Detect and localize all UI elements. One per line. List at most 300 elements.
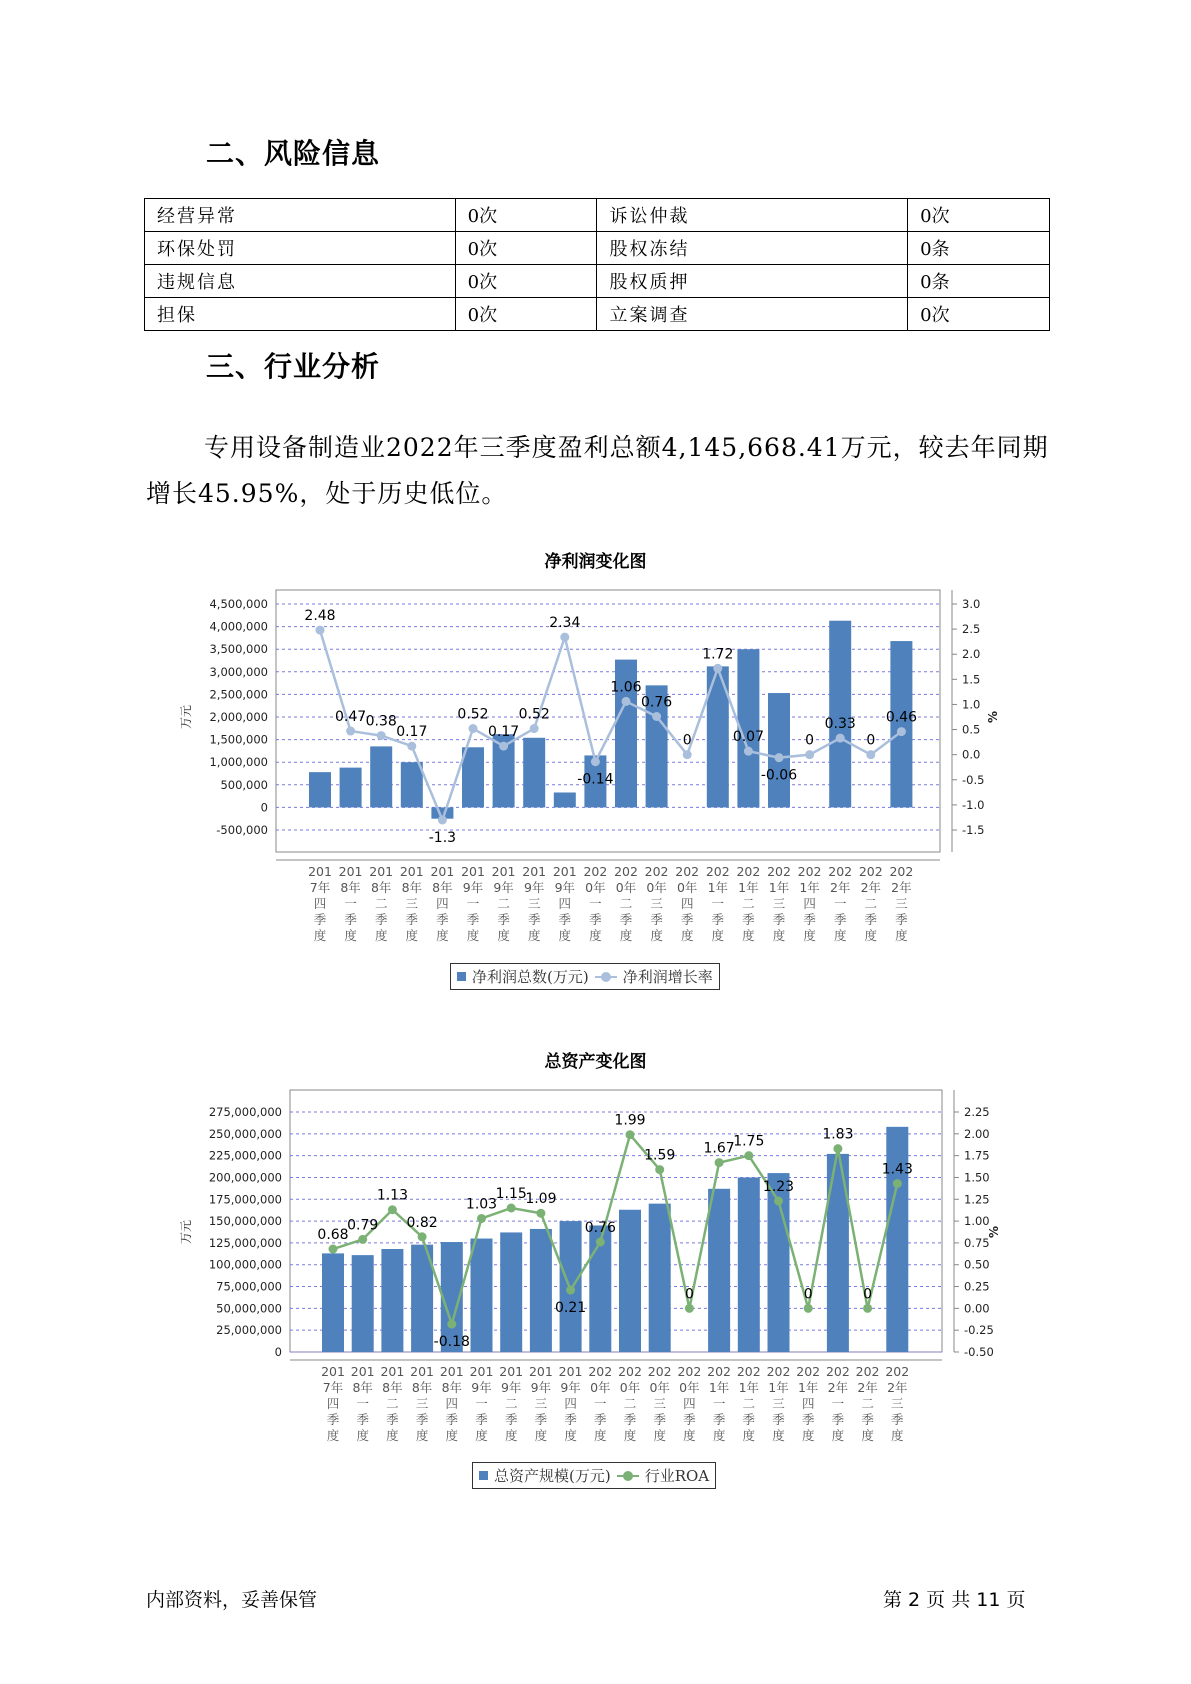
x-tick-label: 四 [436, 896, 449, 911]
y-tick-label: 150,000,000 [208, 1214, 282, 1229]
data-label: 1.75 [733, 1133, 765, 1150]
x-tick-label: 202 [796, 1364, 821, 1379]
x-tick-label: 二 [504, 1396, 518, 1411]
x-tick-label: 季 [711, 912, 725, 927]
line-point [358, 1235, 367, 1244]
x-tick-label: 201 [430, 864, 455, 879]
x-tick-label: 一 [344, 896, 357, 911]
data-label: 0.21 [555, 1300, 587, 1317]
line-point [713, 664, 722, 673]
x-tick-label: 一 [356, 1396, 369, 1411]
x-tick-label: 度 [772, 928, 786, 943]
x-tick-label: 季 [772, 912, 786, 927]
x-tick-label: 三 [650, 896, 663, 911]
risk-item-value: 0次 [908, 298, 1050, 331]
x-tick-label: 季 [623, 1412, 637, 1427]
x-tick-label: 一 [589, 896, 602, 911]
x-tick-label: 0年 [585, 880, 606, 895]
bar [768, 693, 790, 807]
x-tick-label: 度 [801, 1428, 815, 1443]
x-tick-label: 季 [803, 912, 816, 927]
x-tick-label: 度 [405, 928, 419, 943]
y2-tick-label: 1.25 [964, 1192, 990, 1207]
x-tick-label: 季 [534, 1412, 548, 1427]
x-tick-label: 0年 [649, 1380, 670, 1395]
line-point [893, 1179, 902, 1188]
y-tick-label: 3,500,000 [209, 642, 268, 657]
y-tick-label: 200,000,000 [208, 1170, 282, 1185]
x-tick-label: 度 [623, 1428, 637, 1443]
x-tick-label: 四 [313, 896, 327, 911]
risk-item-label: 担保 [145, 298, 456, 331]
data-label: -0.18 [433, 1334, 470, 1351]
line-point [507, 1204, 516, 1213]
x-tick-label: 202 [644, 864, 669, 879]
risk-item-label: 违规信息 [145, 265, 456, 298]
y2-tick-label: 1.00 [964, 1214, 990, 1229]
x-tick-label: 度 [415, 1428, 429, 1443]
line-point [388, 1205, 397, 1214]
x-tick-label: 1年 [708, 1380, 730, 1395]
x-tick-label: 201 [350, 1364, 375, 1379]
x-tick-label: 季 [772, 1412, 785, 1427]
line-point [655, 1165, 664, 1174]
x-tick-label: 一 [594, 1396, 607, 1411]
data-label: 1.59 [644, 1147, 676, 1164]
industry-paragraph: 专用设备制造业2022年三季度盈利总额4,145,668.41万元，较去年同期增长45.95%，处于历史低位。 [146, 433, 1049, 508]
x-tick-label: 季 [619, 912, 633, 927]
line-point [622, 697, 631, 706]
x-tick-label: 201 [552, 864, 577, 879]
line-point [744, 1151, 753, 1160]
bar [381, 1249, 403, 1352]
y2-tick-label: 0.25 [964, 1279, 990, 1294]
data-label: 1.23 [762, 1179, 795, 1196]
x-tick-label: 二 [742, 1396, 756, 1411]
line-point [438, 815, 447, 824]
x-tick-label: 季 [650, 912, 663, 927]
x-tick-label: 度 [386, 1428, 399, 1443]
y-tick-label: 0 [274, 1345, 282, 1359]
bar [738, 1177, 760, 1352]
x-tick-label: 201 [380, 1364, 405, 1379]
line-point [626, 1130, 635, 1139]
x-tick-label: 三 [415, 1396, 429, 1411]
x-tick-label: 四 [803, 896, 816, 911]
x-tick-label: 8年 [382, 1380, 403, 1395]
x-tick-label: 201 [469, 1364, 494, 1379]
y-tick-label: 275,000,000 [208, 1105, 282, 1119]
y-tick-label: 75,000,000 [216, 1279, 282, 1294]
y-tick-label: 500,000 [220, 777, 268, 792]
x-tick-label: 季 [356, 1412, 369, 1427]
x-tick-label: 一 [831, 1396, 845, 1411]
risk-item-label: 股权冻结 [597, 232, 908, 265]
legend-bar-swatch [457, 972, 466, 981]
bar [340, 768, 362, 808]
line-point [346, 727, 355, 736]
y-tick-label: 250,000,000 [208, 1126, 282, 1141]
x-tick-label: 季 [833, 912, 847, 927]
x-tick-label: 202 [797, 864, 822, 879]
line-point [715, 1158, 724, 1167]
legend-line-swatch [617, 1471, 639, 1481]
x-tick-label: 201 [558, 1364, 583, 1379]
x-tick-label: 0年 [590, 1380, 611, 1395]
x-tick-label: 202 [766, 1364, 791, 1379]
x-tick-label: 二 [623, 1396, 637, 1411]
x-tick-label: 度 [564, 1428, 577, 1443]
x-tick-label: 8年 [432, 880, 453, 895]
x-tick-label: 202 [677, 1364, 702, 1379]
x-tick-label: 三 [895, 896, 908, 911]
x-tick-label: 202 [855, 1364, 880, 1379]
x-tick-label: 201 [369, 864, 394, 879]
section-industry-title: 三、行业分析 [206, 350, 381, 383]
x-tick-label: 0年 [676, 880, 698, 895]
x-tick-label: 四 [564, 1396, 577, 1411]
x-tick-label: 201 [491, 864, 516, 879]
line-point [499, 742, 508, 751]
y2-tick-label: -0.25 [964, 1323, 994, 1338]
y2-tick-label: -1.0 [962, 797, 985, 812]
x-tick-label: 三 [534, 1396, 548, 1411]
risk-table-row [145, 232, 1050, 265]
x-tick-label: 度 [712, 1428, 726, 1443]
x-tick-label: 9年 [523, 880, 545, 895]
x-tick-label: 季 [680, 912, 694, 927]
x-tick-label: 四 [558, 896, 572, 911]
y-tick-label: 0 [260, 800, 268, 815]
line-point [377, 731, 386, 740]
x-tick-label: 202 [858, 864, 883, 879]
risk-item-value: 0次 [455, 199, 597, 232]
x-tick-label: 9年 [500, 1380, 522, 1395]
x-tick-label: 202 [707, 1364, 732, 1379]
x-tick-label: 度 [374, 928, 388, 943]
risk-item-value: 0次 [908, 199, 1050, 232]
risk-item-label: 经营异常 [145, 199, 456, 232]
x-tick-label: 2年 [860, 880, 882, 895]
x-tick-label: 8年 [352, 1380, 373, 1395]
data-label: 0.76 [584, 1220, 616, 1237]
x-tick-label: 一 [475, 1396, 488, 1411]
x-tick-label: 度 [833, 928, 847, 943]
x-tick-label: 季 [313, 912, 327, 927]
x-tick-label: 度 [891, 1428, 904, 1443]
x-tick-label: 2年 [891, 880, 912, 895]
bar [523, 738, 545, 808]
risk-item-value: 0条 [908, 232, 1050, 265]
line-point [866, 750, 875, 759]
y2-tick-label: 2.25 [964, 1105, 990, 1119]
x-tick-label: 季 [374, 912, 388, 927]
x-tick-label: 度 [436, 928, 449, 943]
y-tick-label: 50,000,000 [216, 1301, 282, 1316]
x-tick-label: 202 [647, 1364, 672, 1379]
data-label: -1.3 [428, 829, 457, 846]
y2-tick-label: 2.00 [964, 1126, 990, 1141]
x-tick-label: 2年 [829, 880, 851, 895]
data-label: 1.15 [495, 1186, 527, 1202]
x-tick-label: 度 [772, 1428, 785, 1443]
x-tick-label: 季 [589, 912, 602, 927]
x-tick-label: 1年 [707, 880, 729, 895]
y-tick-label: 1,000,000 [209, 755, 268, 770]
x-tick-label: 1年 [768, 880, 790, 895]
data-label: 2.34 [549, 615, 581, 632]
data-label: 0.07 [732, 729, 764, 746]
x-tick-label: 度 [895, 928, 908, 943]
data-label: 0 [803, 1286, 813, 1303]
x-tick-label: 季 [326, 1412, 340, 1427]
x-tick-label: 1年 [797, 1380, 819, 1395]
data-label: 1.43 [881, 1161, 913, 1178]
risk-item-value: 0次 [455, 232, 597, 265]
x-tick-label: 二 [864, 896, 878, 911]
x-tick-label: 8年 [411, 1380, 433, 1395]
x-tick-label: 2年 [857, 1380, 878, 1395]
data-label: 0.68 [317, 1227, 349, 1244]
x-tick-label: 一 [711, 896, 725, 911]
y2-axis-title: % [987, 1225, 1001, 1239]
y2-tick-label: 0.5 [962, 722, 981, 737]
x-tick-label: 度 [589, 928, 602, 943]
x-tick-label: 201 [321, 1364, 345, 1379]
x-tick-label: 202 [736, 1364, 761, 1379]
data-label: -0.06 [760, 767, 798, 784]
legend-line-label: 行业ROA [644, 1467, 710, 1485]
x-tick-label: 1年 [738, 1380, 760, 1395]
x-tick-label: 度 [864, 928, 878, 943]
x-tick-label: 201 [439, 1364, 464, 1379]
risk-item-value: 0次 [455, 298, 597, 331]
line-point [566, 1286, 575, 1295]
x-tick-label: 季 [445, 1412, 459, 1427]
x-tick-label: 季 [527, 912, 541, 927]
y2-tick-label: 0.50 [964, 1257, 990, 1272]
data-label: 0 [866, 732, 876, 749]
x-tick-label: 9年 [462, 880, 484, 895]
chart2-title: 总资产变化图 [544, 1052, 647, 1072]
line-point [805, 750, 814, 759]
x-tick-label: 202 [885, 1364, 910, 1379]
x-tick-label: 季 [504, 1412, 518, 1427]
x-tick-label: 201 [499, 1364, 524, 1379]
x-tick-label: 四 [680, 896, 694, 911]
risk-item-label: 环保处罚 [145, 232, 456, 265]
risk-item-label: 诉讼仲裁 [597, 199, 908, 232]
x-tick-label: 季 [415, 1412, 429, 1427]
data-label: 0 [684, 1286, 694, 1303]
risk-table-row [145, 265, 1050, 298]
x-tick-label: 度 [861, 1428, 874, 1443]
bar [401, 762, 423, 807]
x-tick-label: 201 [338, 864, 363, 879]
x-tick-label: 202 [889, 864, 914, 879]
x-tick-label: 0年 [619, 1380, 641, 1395]
x-tick-label: 201 [522, 864, 547, 879]
data-label: 1.13 [376, 1187, 408, 1204]
x-tick-label: 201 [308, 864, 332, 879]
legend-bar-label: 总资产规模(万元) [494, 1467, 611, 1485]
x-tick-label: 9年 [493, 880, 514, 895]
x-tick-label: 9年 [471, 1380, 492, 1395]
y2-tick-label: 2.5 [962, 622, 981, 637]
data-label: 0 [805, 732, 815, 749]
data-label: 0.17 [488, 724, 520, 741]
bar [554, 792, 576, 807]
x-tick-label: 季 [344, 912, 357, 927]
x-tick-label: 0年 [615, 880, 637, 895]
x-tick-label: 一 [833, 896, 847, 911]
line-point [530, 724, 539, 733]
x-tick-label: 三 [891, 1396, 904, 1411]
risk-table-row [145, 199, 1050, 232]
data-label: -0.14 [577, 771, 614, 788]
x-tick-label: 8年 [401, 880, 423, 895]
x-tick-label: 二 [742, 896, 755, 911]
x-tick-label: 季 [564, 1412, 577, 1427]
x-tick-label: 季 [801, 1412, 815, 1427]
x-tick-label: 201 [410, 1364, 435, 1379]
x-tick-label: 三 [653, 1396, 666, 1411]
line-point [447, 1320, 456, 1329]
x-tick-label: 二 [497, 896, 510, 911]
risk-item-value: 0条 [908, 265, 1050, 298]
y2-tick-label: -0.50 [964, 1345, 994, 1359]
section-risk-title: 二、风险信息 [206, 137, 381, 170]
x-tick-label: 202 [828, 864, 853, 879]
data-label: 0.76 [641, 694, 673, 711]
x-tick-label: 四 [445, 1396, 459, 1411]
x-tick-label: 1年 [799, 880, 820, 895]
y2-axis-title: % [986, 710, 1000, 724]
x-tick-label: 一 [466, 896, 480, 911]
x-tick-label: 8年 [441, 1380, 463, 1395]
x-tick-label: 度 [313, 928, 327, 943]
x-tick-label: 7年 [309, 880, 331, 895]
x-tick-label: 度 [831, 1428, 845, 1443]
legend-line-swatch [595, 972, 617, 982]
x-tick-label: 季 [831, 1412, 845, 1427]
data-label: 0.33 [824, 716, 856, 733]
x-tick-label: 0年 [646, 880, 667, 895]
x-tick-label: 三 [405, 896, 419, 911]
x-tick-label: 二 [619, 896, 633, 911]
line-point [836, 734, 845, 743]
x-tick-label: 9年 [560, 1380, 581, 1395]
bar [619, 1210, 641, 1352]
x-tick-label: 季 [497, 912, 510, 927]
x-tick-label: 度 [683, 1428, 696, 1443]
line-point [418, 1232, 427, 1241]
y-tick-label: 175,000,000 [208, 1192, 282, 1207]
line-point [329, 1245, 338, 1254]
x-tick-label: 度 [680, 928, 694, 943]
line-point [685, 1304, 694, 1313]
y2-tick-label: 1.50 [964, 1170, 990, 1185]
data-label: 1.03 [465, 1196, 498, 1213]
bar [500, 1232, 522, 1352]
legend-bar-swatch [479, 1471, 488, 1480]
data-label: 1.06 [610, 679, 642, 696]
y2-tick-label: -0.5 [962, 772, 985, 787]
x-tick-label: 三 [527, 896, 541, 911]
y-axis-title: 万元 [179, 704, 193, 730]
x-tick-label: 季 [742, 912, 755, 927]
data-label: 0.79 [347, 1217, 379, 1234]
x-tick-label: 202 [583, 864, 608, 879]
risk-item-label: 股权质押 [597, 265, 908, 298]
x-tick-label: 202 [618, 1364, 642, 1379]
data-label: 0.17 [396, 724, 428, 741]
x-tick-label: 8年 [340, 880, 361, 895]
x-tick-label: 8年 [370, 880, 392, 895]
total-assets-chart [0, 1080, 1191, 1500]
x-tick-label: 2年 [887, 1380, 908, 1395]
y-tick-label: 3,000,000 [209, 664, 268, 679]
x-tick-label: 季 [895, 912, 908, 927]
line-point [804, 1304, 813, 1313]
x-tick-label: 度 [356, 1428, 369, 1443]
line-point [774, 1197, 783, 1206]
y-tick-label: 2,500,000 [209, 687, 268, 702]
x-tick-label: 四 [683, 1396, 696, 1411]
y2-tick-label: 0.00 [964, 1301, 990, 1316]
x-tick-label: 度 [445, 1428, 459, 1443]
x-tick-label: 0年 [679, 1380, 700, 1395]
y-tick-label: 25,000,000 [216, 1323, 282, 1338]
x-tick-label: 度 [711, 928, 725, 943]
x-tick-label: 度 [803, 928, 816, 943]
x-tick-label: 度 [504, 1428, 518, 1443]
x-tick-label: 度 [527, 928, 541, 943]
bar [649, 1204, 671, 1352]
footer-left: 内部资料，妥善保管 [146, 1589, 318, 1611]
x-tick-label: 202 [675, 864, 700, 879]
data-label: 0.52 [518, 706, 550, 723]
bar [309, 772, 331, 807]
risk-table [144, 198, 1050, 331]
line-point [744, 747, 753, 756]
x-tick-label: 202 [588, 1364, 613, 1379]
data-label: 1.83 [822, 1126, 854, 1143]
x-tick-label: 季 [405, 912, 419, 927]
line-point [536, 1209, 545, 1218]
x-tick-label: 三 [772, 896, 786, 911]
y2-tick-label: 1.75 [964, 1148, 990, 1163]
y2-tick-label: 1.0 [962, 697, 981, 712]
chart2-legend [472, 1462, 716, 1489]
x-tick-label: 四 [326, 1396, 340, 1411]
data-label: 0.82 [406, 1214, 438, 1231]
x-tick-label: 201 [461, 864, 485, 879]
x-tick-label: 季 [653, 1412, 666, 1427]
y-tick-label: 100,000,000 [208, 1257, 282, 1272]
data-label: 0.47 [335, 709, 367, 726]
bar [322, 1253, 344, 1352]
bar [471, 1239, 493, 1352]
line-point [833, 1144, 842, 1153]
x-tick-label: 202 [825, 1364, 850, 1379]
x-tick-label: 202 [614, 864, 638, 879]
risk-item-label: 立案调查 [597, 298, 908, 331]
chart1-title: 净利润变化图 [544, 552, 647, 572]
x-tick-label: 2年 [827, 1380, 849, 1395]
x-tick-label: 7年 [322, 1380, 344, 1395]
x-tick-label: 202 [767, 864, 791, 879]
